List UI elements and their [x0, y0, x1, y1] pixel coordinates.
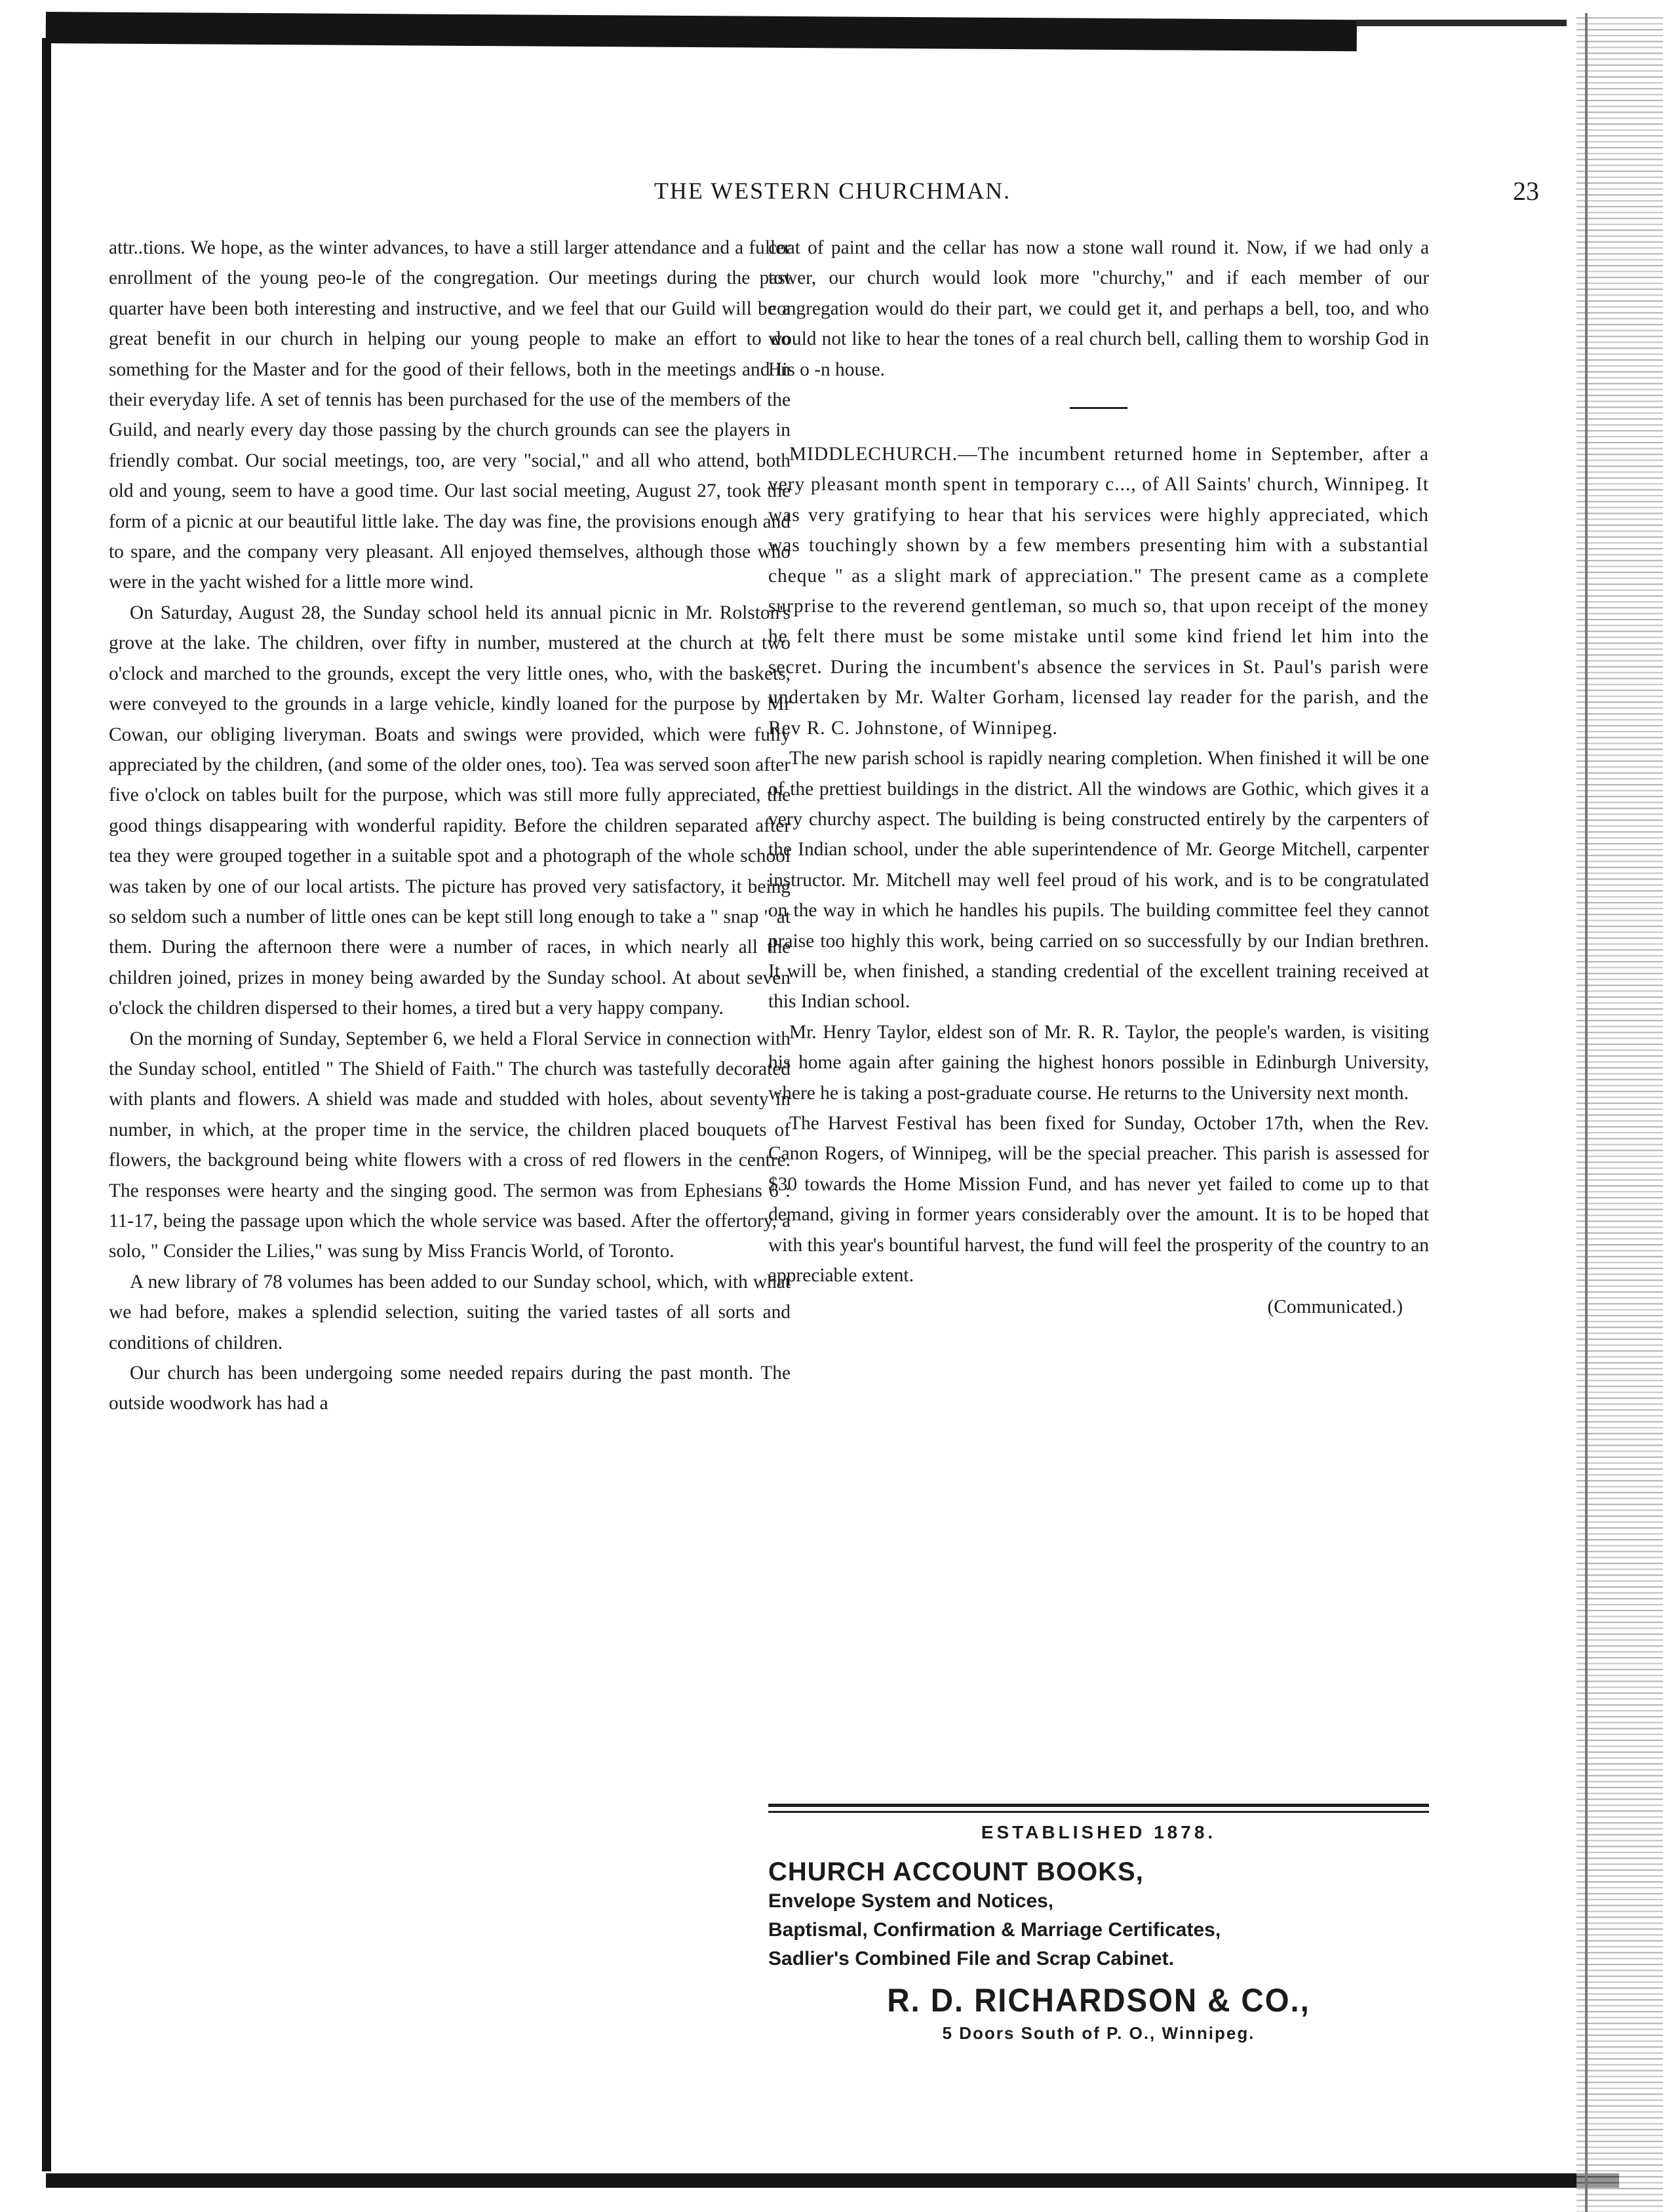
ad-line: Sadlier's Combined File and Scrap Cabinet.: [768, 1948, 1174, 1969]
scan-border-bottom: [46, 2173, 1619, 2188]
ad-rule: [768, 1804, 1429, 1807]
paragraph-continuation: coat of paint and the cellar has now a stone wall round it. Now, if we had only a tower, our church would look more "churchy," and if each member of our congregation would do their part, we could get it, and perhaps a bell, too, and who would not like to hear the tones of a real church bell, calling them to worship God in His o -n house.: [768, 237, 1429, 380]
right-column: [768, 233, 1429, 1323]
paragraph: On Saturday, August 28, the Sunday school held its annual picnic in Mr. Rolston's grove at the lake. The children, over fifty in number, mustered at the church at two o'clock and marched to the grounds, except the very little ones, who, with the baskets, were conveyed to the grounds in a large vehicle, kindly loaned for the purpose by Mr Cowan, our obliging liveryman. Boats and swings were provided, which were fully appreciated by the children, (and some of the older ones, too). Tea was served soon after five o'clock on tables built for the purpose, which was still more fully appreciated, the good things disappearing with wonderful rapidity. Before the children separated after tea they were grouped together in a suitable spot and a photograph of the whole school was taken by one of our local artists. The picture has proved very satisfactory, it being so seldom such a number of little ones can be kept still long enough to take a " snap " at them. During the afternoon there were a number of races, in which nearly all the children joined, prizes in money being awarded by the Sunday school. At about seven o'clock the children dispersed to their homes, a tired but a very happy company.: [109, 602, 791, 1019]
ad-rule: [768, 1811, 1429, 1813]
ad-line: Envelope System and Notices,: [768, 1890, 1054, 1912]
scan-edge-line: [1585, 13, 1588, 2212]
running-head: THE WESTERN CHURCHMAN.: [654, 178, 1011, 204]
paragraph: On the morning of Sunday, September 6, we held a Floral Service in connection with the Sunday school, entitled " The Shield of Faith." The church was tastefully decorated with plants and flowers. A shield was made and studded with holes, about seventy in number, in which, at the proper time in the service, the children placed bouquets of flowers, the background being white flowers with a cross of red flowers in the centre. The responses were hearty and the singing good. The sermon was from Ephesians 6 : 11-17, being the passage upon which the whole service was based. After the offertory, a solo, " Consider the Lilies," was sung by Miss Francis World, of Toronto.: [109, 1028, 791, 1262]
advertisement: [768, 1804, 1429, 2044]
page-header: [109, 176, 1556, 210]
paragraph: MIDDLECHURCH.—The incumbent returned home in September, after a very pleasant month spent in temporary c..., of All Saints' church, Winnipeg. It was very gratifying to hear that his services were highly appreciated, which was touchingly shown by a few members presenting him with a substantial cheque " as a slight mark of appreciation." The present came as a complete surprise to the reverend gentleman, so much so, that upon receipt of the money he felt there must be some mistake until some kind friend let him into the secret. During the incumbent's absence the services in St. Paul's parish were undertaken by Mr. Walter Gorham, licensed lay reader for the parish, and the Rev R. C. Johnstone, of Winnipeg.: [768, 444, 1429, 739]
section-divider: [1070, 407, 1127, 409]
ad-established: ESTABLISHED 1878.: [981, 1822, 1217, 1842]
ad-title: CHURCH ACCOUNT BOOKS,: [768, 1857, 1144, 1886]
scan-border-top: [46, 12, 1357, 51]
paragraph: The Harvest Festival has been fixed for Sunday, October 17th, when the Rev. Canon Rogers, of Winnipeg, will be the special preacher. This parish is assessed for $30 towards the Home Mission Fund, and has never yet failed to come up to that demand, giving in former years considerably over the amount. It is to be hoped that with this year's bountiful harvest, the fund will feel the prosperity of the country to an appreciable extent.: [768, 1112, 1429, 1286]
paragraph: Our church has been undergoing some needed repairs during the past month. The outside woodwork has had a: [109, 1363, 791, 1414]
ad-company: R. D. RICHARDSON & CO.,: [887, 1982, 1310, 2019]
left-column: [109, 233, 791, 1419]
page-number: 23: [1513, 176, 1539, 206]
scan-border-top-thin: [1357, 20, 1567, 26]
paragraph: A new library of 78 volumes has been added to our Sunday school, which, with what we had before, makes a splendid selection, suiting the varied tastes of all sorts and conditions of children.: [109, 1271, 791, 1353]
signature: (Communicated.): [1267, 1296, 1403, 1318]
paragraph: The new parish school is rapidly nearing completion. When finished it will be one of the prettiest buildings in the district. All the windows are Gothic, which gives it a very churchy aspect. The building is being constructed entirely by the carpenters of the Indian school, under the able superintendence of Mr. George Mitchell, carpenter instructor. Mr. Mitchell may well feel proud of his work, and is to be congratulated on the way in which he handles his pupils. The building committee feel they cannot praise too highly this work, being carried on so successfully by our Indian brethren. It will be, when finished, a standing credential of the excellent training received at this Indian school.: [768, 748, 1429, 1013]
ad-line: Baptismal, Confirmation & Marriage Certificates,: [768, 1919, 1221, 1941]
scan-border-left: [42, 38, 51, 2171]
paragraph: Mr. Henry Taylor, eldest son of Mr. R. R. Taylor, the people's warden, is visiting his home again after gaining the highest honors possible in Edinburgh University, where he is taking a post-graduate course. He returns to the University next month.: [768, 1021, 1429, 1104]
scan-edge-right: [1576, 13, 1663, 2212]
paragraph: attr..tions. We hope, as the winter advances, to have a still larger attendance and a fuller enrollment of the young peo-le of the congregation. Our meetings during the past quarter have been both interesting and instructive, and we feel that our Guild will be a great benefit in our church in helping our young people to make an effort to do something for the Master and for the good of their fellows, both in the meetings and in their everyday life. A set of tennis has been purchased for the use of the members of the Guild, and nearly every day those passing by the church grounds can see the players in friendly combat. Our social meetings, too, are very "social," and all who attend, both old and young, seem to have a good time. Our last social meeting, August 27, took the form of a picnic at our beautiful little lake. The day was fine, the provisions enough and to spare, and the company very pleasant. All enjoyed themselves, although those who were in the yacht wished for a little more wind.: [109, 237, 791, 593]
ad-address: 5 Doors South of P. O., Winnipeg.: [942, 2023, 1255, 2043]
